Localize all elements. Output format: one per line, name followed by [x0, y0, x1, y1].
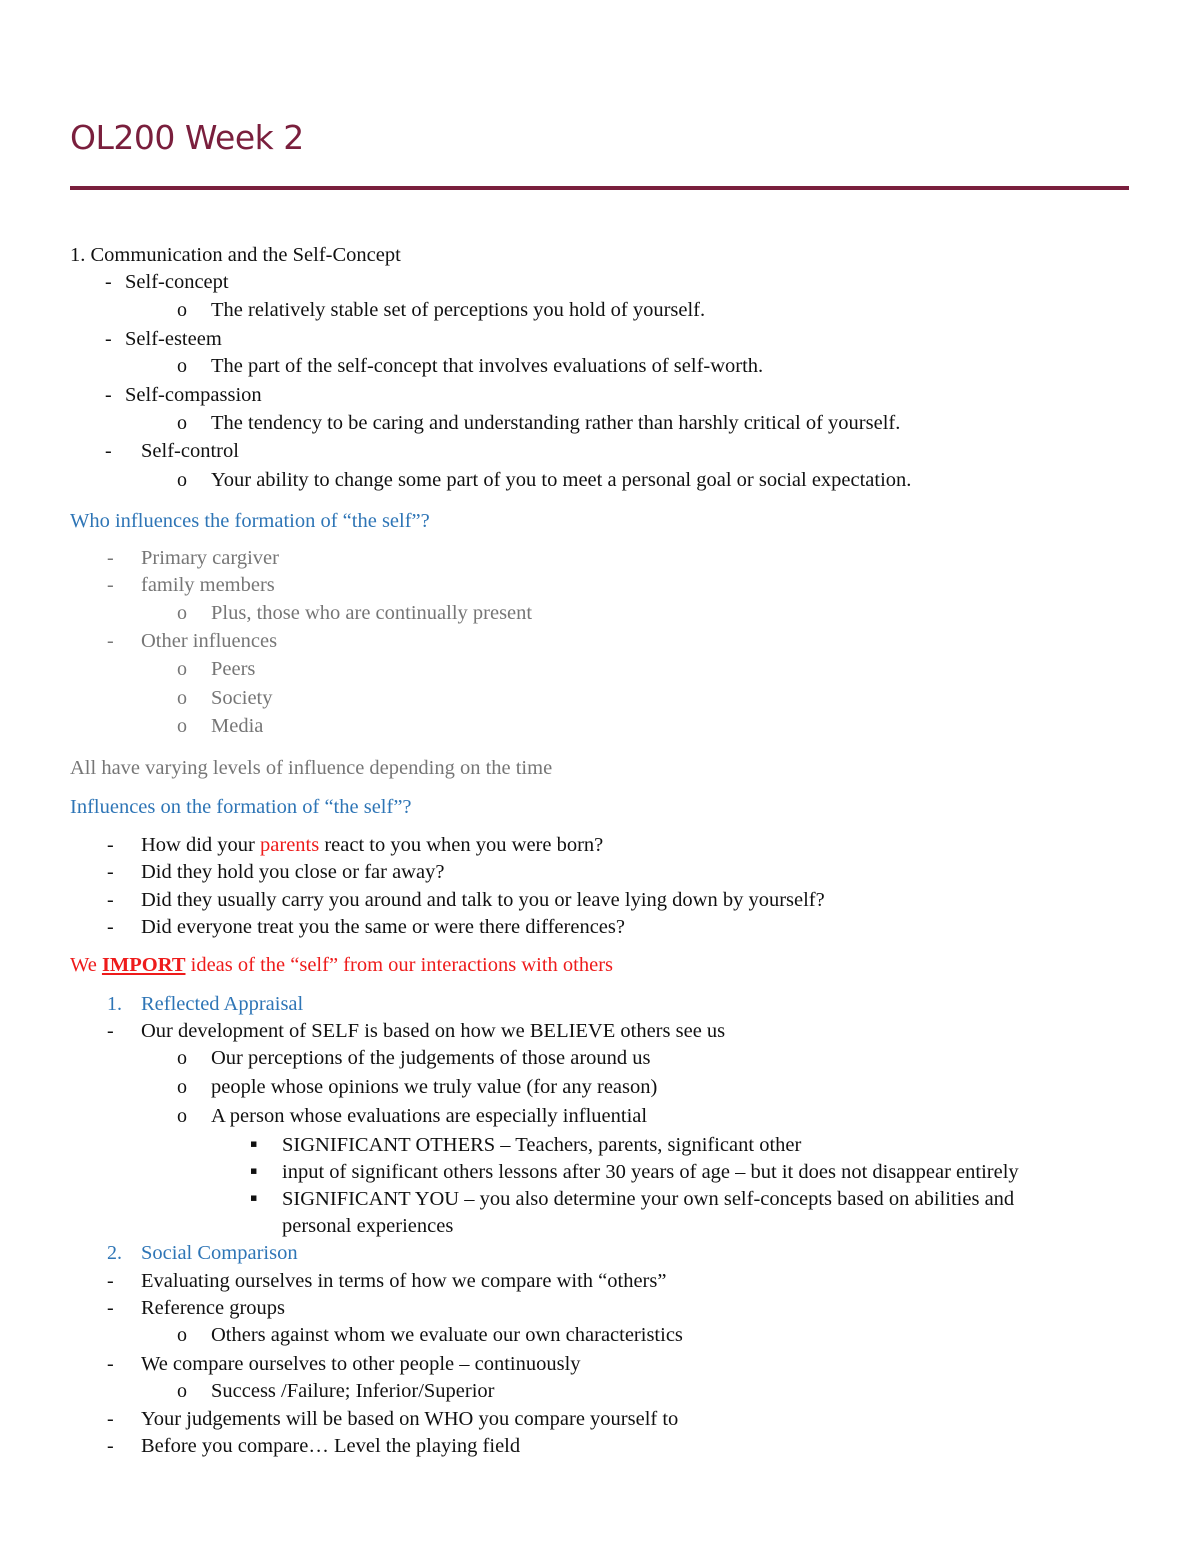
dash-bullet: - — [107, 834, 114, 856]
circle-bullet: o — [177, 1076, 187, 1098]
circle-bullet: o — [177, 715, 187, 737]
dash-bullet: - — [107, 1020, 114, 1042]
dash-bullet: - — [107, 1353, 114, 1375]
definition-self-esteem: The part of the self-concept that involves evaluations of self-worth. — [211, 355, 764, 377]
reflected-bullet: input of significant others lessons after 30 years of age – but it does not disappear entirely — [282, 1161, 1019, 1183]
section-heading: 1. Communication and the Self-Concept — [70, 244, 401, 266]
dash-bullet: - — [107, 547, 114, 569]
circle-bullet: o — [177, 658, 187, 680]
influence-item: Primary cargiver — [141, 547, 279, 569]
influence-subitem: Society — [211, 687, 273, 709]
social-subitem: Others against whom we evaluate our own characteristics — [211, 1324, 683, 1346]
reflected-bullet-continued: personal experiences — [282, 1215, 454, 1237]
import-emphasis: IMPORT — [101, 954, 186, 976]
who-heading: Who influences the formation of “the self”? — [70, 510, 430, 532]
import-text: ideas of the “self” from our interactions with others — [185, 954, 614, 976]
page-title: OL200 Week 2 — [70, 118, 304, 157]
definition-self-concept: The relatively stable set of perceptions you hold of yourself. — [211, 299, 706, 321]
circle-bullet: o — [177, 687, 187, 709]
term-self-concept: Self-concept — [125, 271, 229, 293]
social-line: Before you compare… Level the playing field — [141, 1435, 521, 1457]
square-bullet: ▪ — [250, 1191, 258, 1204]
influence-item: family members — [141, 574, 275, 596]
square-bullet: ▪ — [250, 1137, 258, 1150]
reflected-subitem: A person whose evaluations are especially influential — [211, 1105, 648, 1127]
question-item: Did they usually carry you around and talk to you or leave lying down by yourself? — [141, 889, 825, 911]
social-subitem: Success /Failure; Inferior/Superior — [211, 1380, 495, 1402]
social-line: Evaluating ourselves in terms of how we compare with “others” — [141, 1270, 667, 1292]
dash-bullet: - — [105, 384, 112, 406]
question-text: react to you when you were born? — [319, 834, 604, 856]
circle-bullet: o — [177, 1105, 187, 1127]
reflected-bullet: SIGNIFICANT OTHERS – Teachers, parents, significant other — [282, 1134, 802, 1156]
square-bullet: ▪ — [250, 1164, 258, 1177]
dash-bullet: - — [107, 1297, 114, 1319]
question-item: Did they hold you close or far away? — [141, 861, 445, 883]
social-line: We compare ourselves to other people – continuously — [141, 1353, 581, 1375]
circle-bullet: o — [177, 1047, 187, 1069]
question-item: Did everyone treat you the same or were there differences? — [141, 916, 625, 938]
definition-self-compassion: The tendency to be caring and understanding rather than harshly critical of yourself. — [211, 412, 901, 434]
parents-highlight: parents — [260, 834, 320, 856]
reflected-subitem: Our perceptions of the judgements of those around us — [211, 1047, 651, 1069]
influence-subitem: Plus, those who are continually present — [211, 602, 533, 624]
dash-bullet: - — [107, 1270, 114, 1292]
dash-bullet: - — [105, 271, 112, 293]
dash-bullet: - — [107, 861, 114, 883]
social-line: Your judgements will be based on WHO you compare yourself to — [141, 1408, 679, 1430]
dash-bullet: - — [107, 1435, 114, 1457]
dash-bullet: - — [105, 328, 112, 350]
influences-heading: Influences on the formation of “the self”? — [70, 796, 412, 818]
dash-bullet: - — [107, 916, 114, 938]
dash-bullet: - — [107, 889, 114, 911]
social-line: Reference groups — [141, 1297, 286, 1319]
import-statement — [70, 955, 613, 976]
circle-bullet: o — [177, 299, 187, 321]
dash-bullet: - — [107, 574, 114, 596]
social-heading: Social Comparison — [141, 1242, 298, 1264]
influence-note: All have varying levels of influence depending on the time — [70, 757, 553, 779]
circle-bullet: o — [177, 1380, 187, 1402]
influence-subitem: Media — [211, 715, 264, 737]
circle-bullet: o — [177, 355, 187, 377]
reflected-heading: Reflected Appraisal — [141, 993, 304, 1015]
import-text: We — [70, 954, 102, 976]
term-self-esteem: Self-esteem — [125, 328, 222, 350]
influence-item: Other influences — [141, 630, 278, 652]
list-number: 2. — [107, 1242, 122, 1264]
circle-bullet: o — [177, 469, 187, 491]
influence-subitem: Peers — [211, 658, 256, 680]
dash-bullet: - — [107, 1408, 114, 1430]
definition-self-control: Your ability to change some part of you to meet a personal goal or social expectation. — [211, 469, 912, 491]
reflected-bullet: SIGNIFICANT YOU – you also determine your own self-concepts based on abilities and — [282, 1188, 1015, 1210]
dash-bullet: - — [105, 440, 112, 462]
question-text: How did your — [141, 834, 261, 856]
circle-bullet: o — [177, 602, 187, 624]
list-number: 1. — [107, 993, 122, 1015]
dash-bullet: - — [107, 630, 114, 652]
term-self-compassion: Self-compassion — [125, 384, 262, 406]
reflected-line: Our development of SELF is based on how we BELIEVE others see us — [141, 1020, 726, 1042]
circle-bullet: o — [177, 1324, 187, 1346]
circle-bullet: o — [177, 412, 187, 434]
term-self-control: Self-control — [141, 440, 239, 462]
reflected-subitem: people whose opinions we truly value (for any reason) — [211, 1076, 658, 1098]
title-rule — [70, 186, 1129, 190]
question-item — [141, 835, 603, 856]
